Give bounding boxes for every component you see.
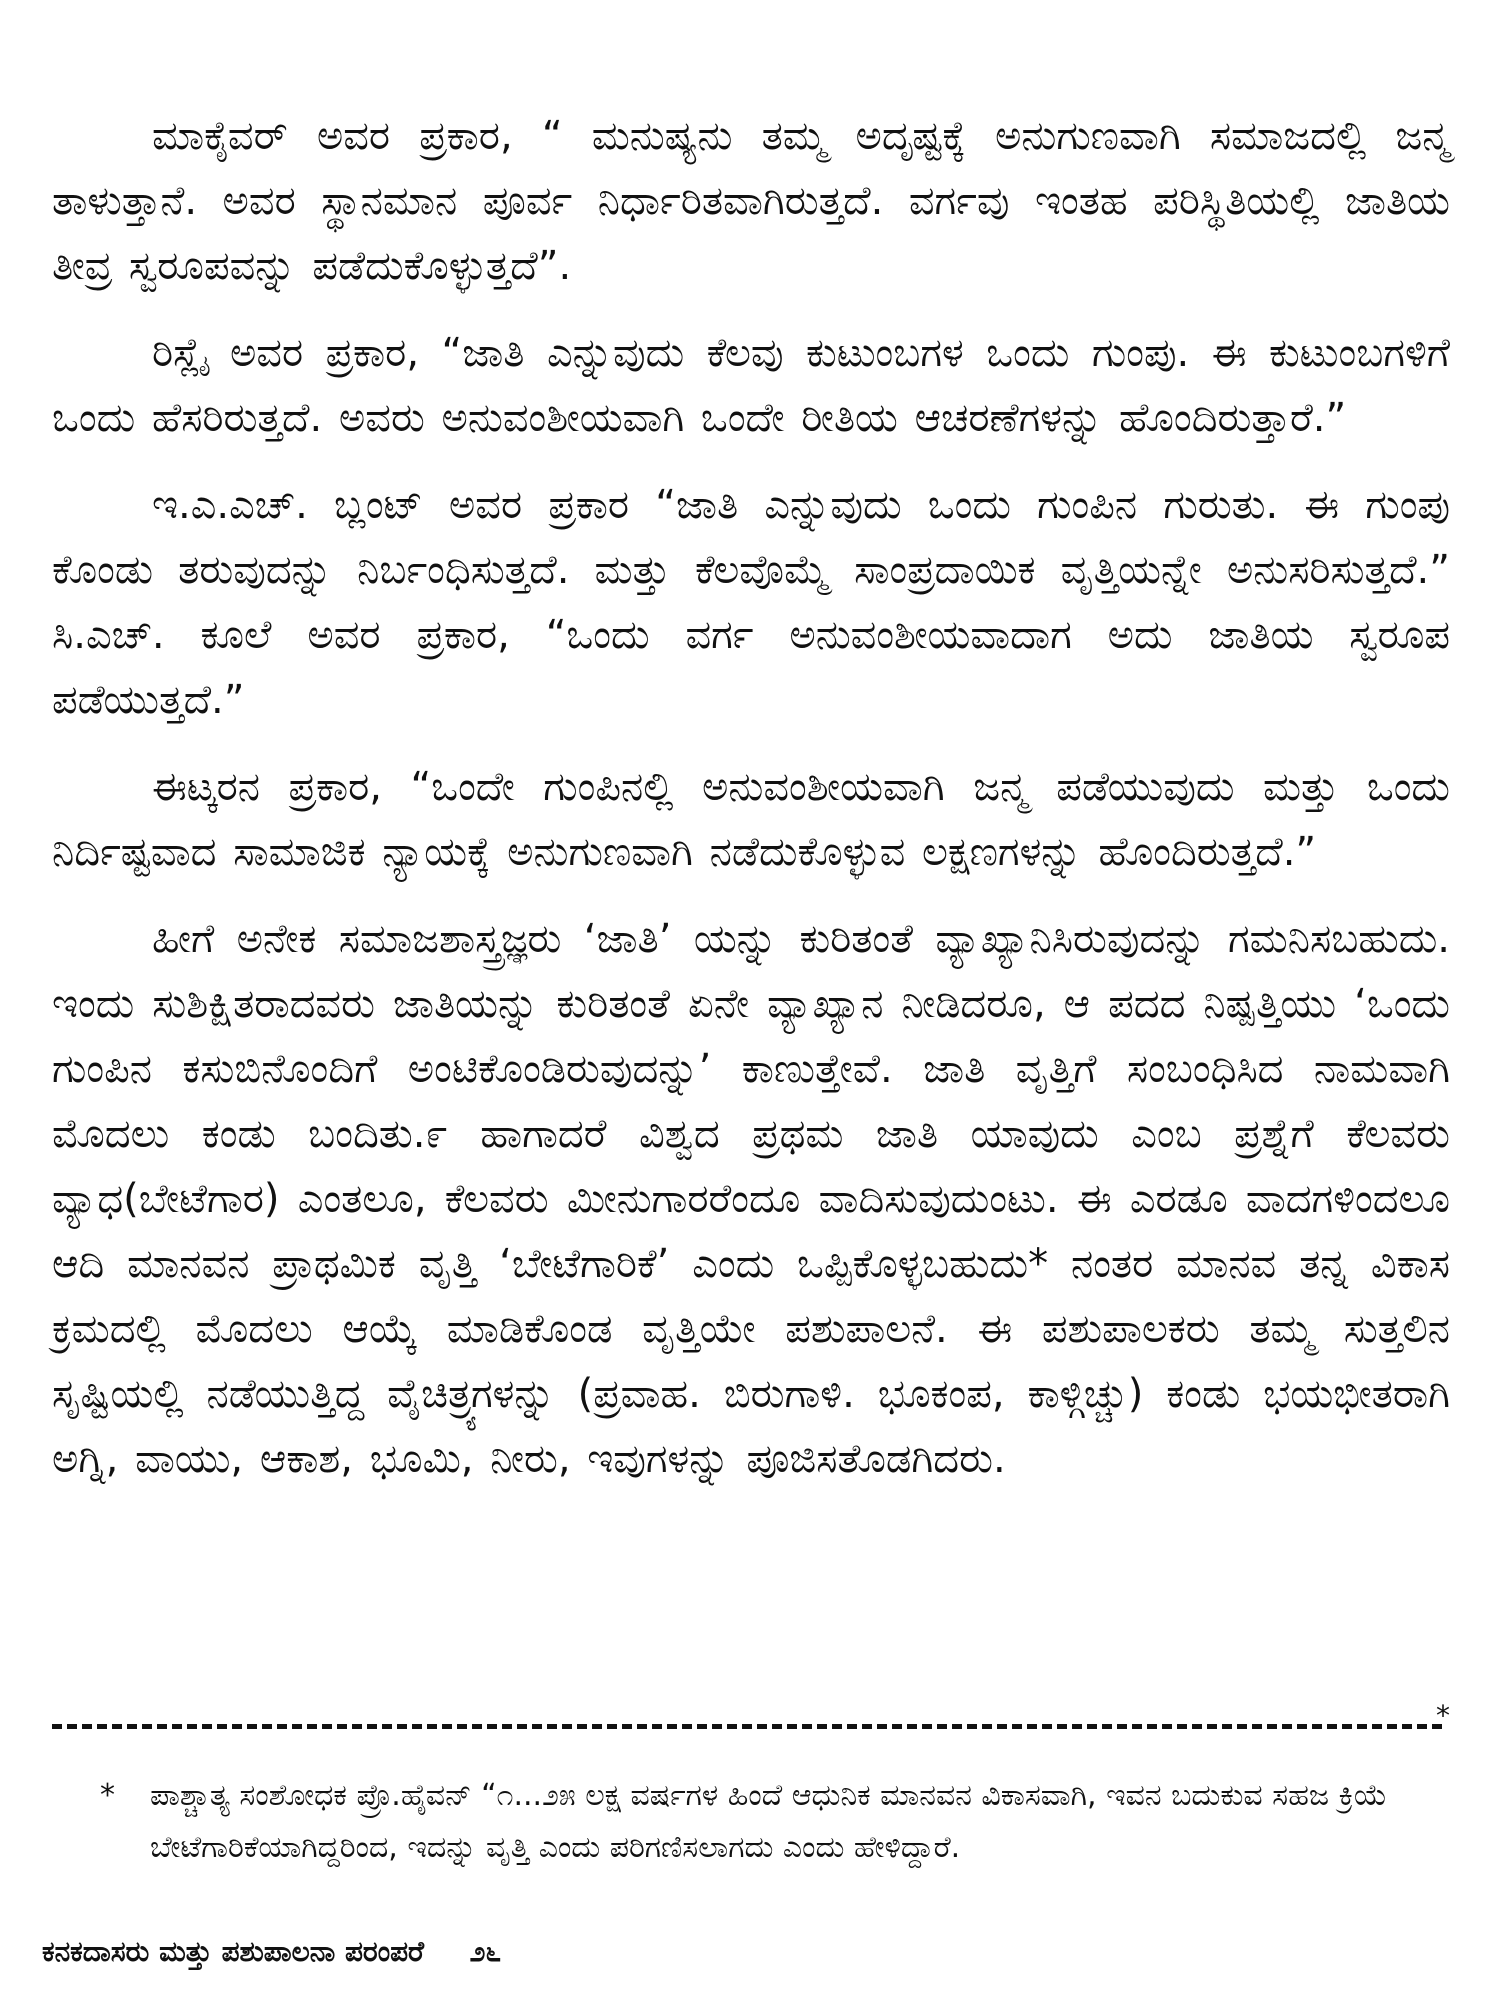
footnote-text: ಪಾಶ್ಚಾತ್ಯ ಸಂಶೋಧಕ ಪ್ರೊ.ಹೈವನ್ “೧...೨೫ ಲಕ್ಷ ವರ್ಷಗಳ ಹಿಂದೆ ಆಧುನಿಕ ಮಾನವನ ವಿಕಾಸವಾಗಿ, ಇವನ ಬದುಕುವ ಸಹಜ ಕ್ರಿಯೆ ಬೇಟೆಗಾರಿಕೆಯಾಗಿದ್ದರಿಂದ, ಇದನ್ನು ವೃತ್ತಿ ಎಂದು ಪರಿಗಣಿಸಲಾಗದು ಎಂದು ಹೇಳಿದ್ದಾರೆ. (150, 1778, 1388, 1865)
paragraph-risley: ರಿಸ್ಲೈ ಅವರ ಪ್ರಕಾರ, “ಜಾತಿ ಎನ್ನುವುದು ಕೆಲವು ಕುಟುಂಬಗಳ ಒಂದು ಗುಂಪು. ಈ ಕುಟುಂಬಗಳಿಗೆ ಒಂದು ಹೆಸರಿರುತ್ತದೆ. ಅವರು ಅನುವಂಶೀಯವಾಗಿ ಒಂದೇ ರೀತಿಯ ಆಚರಣೆಗಳನ್ನು ಹೊಂದಿರುತ್ತಾರೆ.” (52, 330, 1450, 441)
footnote-marker: * (100, 1778, 115, 1813)
paragraph-blunt-cooley: ಇ.ಎ.ಎಚ್. ಬ್ಲಂಟ್ ಅವರ ಪ್ರಕಾರ “ಜಾತಿ ಎನ್ನುವುದು ಒಂದು ಗುಂಪಿನ ಗುರುತು. ಈ ಗುಂಪು ಕೊಂಡು ತರುವುದನ್ನು ನಿರ್ಬಂಧಿಸುತ್ತದೆ. ಮತ್ತು ಕೆಲವೊಮ್ಮೆ ಸಾಂಪ್ರದಾಯಿಕ ವೃತ್ತಿಯನ್ನೇ ಅನುಸರಿಸುತ್ತದೆ.” ಸಿ.ಎಚ್. ಕೂಲೆ ಅವರ ಪ್ರಕಾರ, “ಒಂದು ವರ್ಗ ಅನುವಂಶೀಯವಾದಾಗ ಅದು ಜಾತಿಯ ಸ್ವರೂಪ ಪಡೆಯುತ್ತದೆ.” (52, 482, 1450, 723)
paragraph-sociologists: ಹೀಗೆ ಅನೇಕ ಸಮಾಜಶಾಸ್ತ್ರಜ್ಞರು ‘ಜಾತಿ’ ಯನ್ನು ಕುರಿತಂತೆ ವ್ಯಾಖ್ಯಾನಿಸಿರುವುದನ್ನು ಗಮನಿಸಬಹುದು. ಇಂದು ಸುಶಿಕ್ಷಿತರಾದವರು ಜಾತಿಯನ್ನು ಕುರಿತಂತೆ ಏನೇ ವ್ಯಾಖ್ಯಾನ ನೀಡಿದರೂ, ಆ ಪದದ ನಿಷ್ಪತ್ತಿಯು ‘ಒಂದು ಗುಂಪಿನ ಕಸುಬಿನೊಂದಿಗೆ ಅಂಟಿಕೊಂಡಿರುವುದನ್ನು’ ಕಾಣುತ್ತೇವೆ. ಜಾತಿ ವೃತ್ತಿಗೆ ಸಂಬಂಧಿಸಿದ ನಾಮವಾಗಿ ಮೊದಲು ಕಂಡು ಬಂದಿತು.೯ ಹಾಗಾದರೆ ವಿಶ್ವದ ಪ್ರಥಮ ಜಾತಿ ಯಾವುದು ಎಂಬ ಪ್ರಶ್ನೆಗೆ ಕೆಲವರು ವ್ಯಾಧ(ಬೇಟೆಗಾರ) ಎಂತಲೂ, ಕೆಲವರು ಮೀನುಗಾರರೆಂದೂ ವಾದಿಸುವುದುಂಟು. ಈ ಎರಡೂ ವಾದಗಳಿಂದಲೂ ಆದಿ ಮಾನವನ ಪ್ರಾಥಮಿಕ ವೃತ್ತಿ ‘ಬೇಟೆಗಾರಿಕೆ’ ಎಂದು ಒಪ್ಪಿಕೊಳ್ಳಬಹುದು* ನಂತರ ಮಾನವ ತನ್ನ ವಿಕಾಸ ಕ್ರಮದಲ್ಲಿ ಮೊದಲು ಆಯ್ಕೆ ಮಾಡಿಕೊಂಡ ವೃತ್ತಿಯೇ ಪಶುಪಾಲನೆ. ಈ ಪಶುಪಾಲಕರು ತಮ್ಮ ಸುತ್ತಲಿನ ಸೃಷ್ಟಿಯಲ್ಲಿ ನಡೆಯುತ್ತಿದ್ದ ವೈಚಿತ್ರ್ಯಗಳನ್ನು (ಪ್ರವಾಹ. ಬಿರುಗಾಳಿ. ಭೂಕಂಪ, ಕಾಳ್ಗಿಚ್ಚು) ಕಂಡು ಭಯಭೀತರಾಗಿ ಅಗ್ನಿ, ವಾಯು, ಆಕಾಶ, ಭೂಮಿ, ನೀರು, ಇವುಗಳನ್ನು ಪೂಜಿಸತೊಡಗಿದರು. (52, 916, 1450, 1482)
footnote-divider (52, 1699, 1450, 1736)
page-number: ೨೬ (469, 1935, 502, 1968)
paragraph-ketkar: ಈಟ್ಕರನ ಪ್ರಕಾರ, “ಒಂದೇ ಗುಂಪಿನಲ್ಲಿ ಅನುವಂಶೀಯವಾಗಿ ಜನ್ಮ ಪಡೆಯುವುದು ಮತ್ತು ಒಂದು ನಿರ್ದಿಷ್ಟವಾದ ಸಾಮಾಜಿಕ ನ್ಯಾಯಕ್ಕೆ ಅನುಗುಣವಾಗಿ ನಡೆದುಕೊಳ್ಳುವ ಲಕ್ಷಣಗಳನ್ನು ಹೊಂದಿರುತ್ತದೆ.” (52, 764, 1450, 875)
paragraph-maciver: ಮಾಕೈವರ್ ಅವರ ಪ್ರಕಾರ, “ ಮನುಷ್ಯನು ತಮ್ಮ ಅದೃಷ್ಟಕ್ಕೆ ಅನುಗುಣವಾಗಿ ಸಮಾಜದಲ್ಲಿ ಜನ್ಮ ತಾಳುತ್ತಾನೆ. ಅವರ ಸ್ಥಾನಮಾನ ಪೂರ್ವ ನಿರ್ಧಾರಿತವಾಗಿರುತ್ತದೆ. ವರ್ಗವು ಇಂತಹ ಪರಿಸ್ಥಿತಿಯಲ್ಲಿ ಜಾತಿಯ ತೀವ್ರ ಸ್ವರೂಪವನ್ನು ಪಡೆದುಕೊಳ್ಳುತ್ತದೆ”. (52, 113, 1450, 289)
body-text (52, 104, 1450, 1514)
page-footer (42, 1932, 501, 1972)
dashed-rule (52, 1724, 1442, 1729)
footnote (52, 1770, 1450, 1874)
footnote-rule-marker: * (1436, 1699, 1450, 1732)
running-title: ಕನಕದಾಸರು ಮತ್ತು ಪಶುಪಾಲನಾ ಪರಂಪರೆ (42, 1935, 424, 1968)
